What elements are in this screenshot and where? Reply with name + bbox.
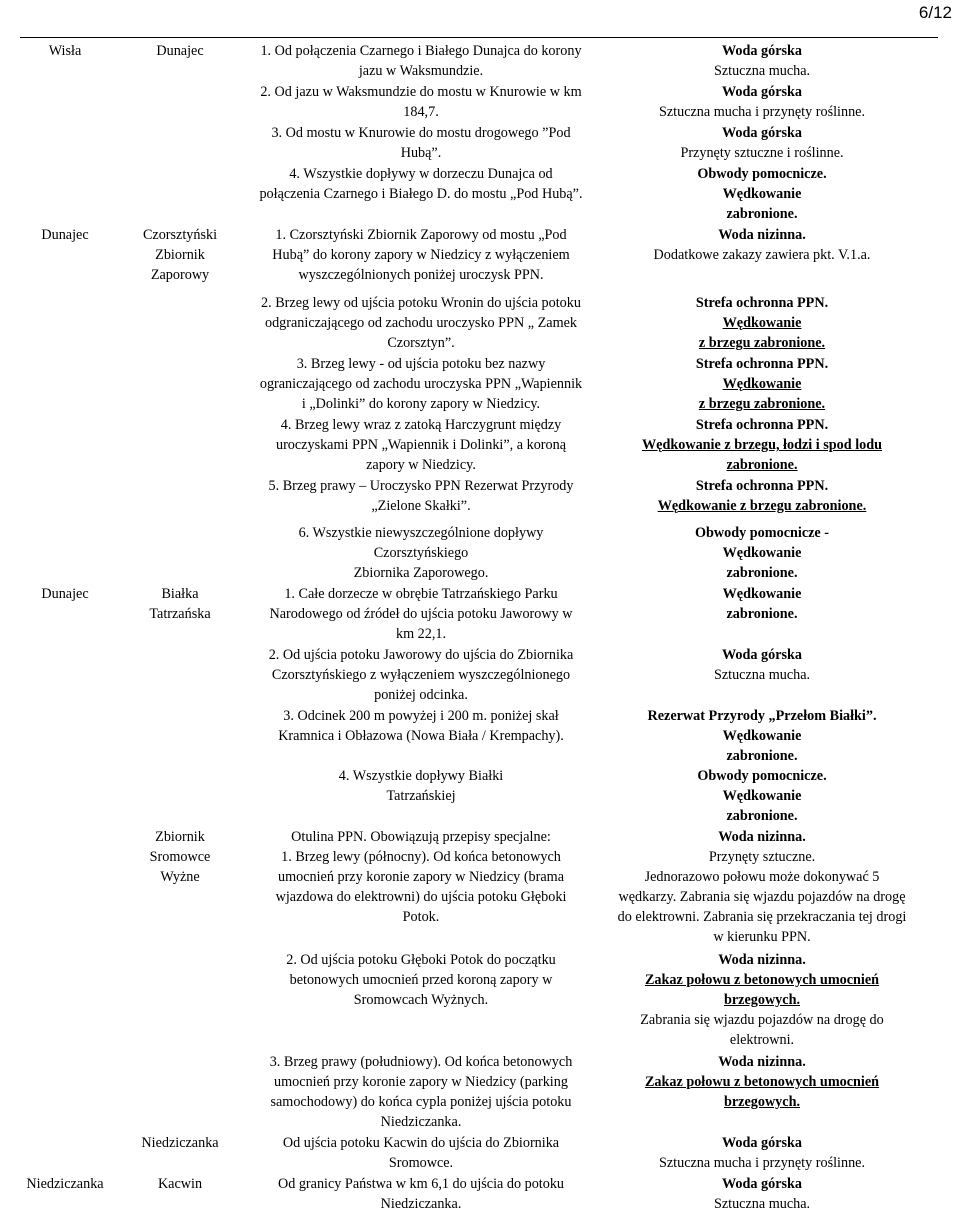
section-line: Zbiornik: [155, 829, 205, 845]
description-line: 3. Od mostu w Knurowie do mostu drogowego ”Pod: [271, 125, 571, 141]
rule-line: Wędkowanie: [722, 728, 802, 744]
rule-line: zabronione.: [726, 457, 798, 473]
description-line: 1. Całe dorzecze w obrębie Tatrzańskiego Parku: [284, 586, 558, 602]
rule-line: Wędkowanie: [722, 376, 802, 392]
rule-line: Woda nizinna.: [718, 829, 806, 845]
description-line: ograniczającego od zachodu uroczyska PPN „Wapiennik: [259, 376, 583, 392]
description-line: betonowych umocnień przed koroną zapory w: [289, 972, 553, 988]
rules-cell: [602, 950, 922, 1050]
description-line: 5. Brzeg prawy – Uroczysko PPN Rezerwat Przyrody: [268, 478, 574, 494]
description-line: i „Dolinki” do korony zapory w Niedzicy.: [301, 396, 541, 412]
description-line: Niedziczanka.: [380, 1114, 462, 1130]
description-line: samochodowy) do końca cypla poniżej ujścia potoku: [270, 1094, 572, 1110]
section-cell: Dunajec: [156, 43, 204, 59]
rule-line: zabronione.: [726, 606, 798, 622]
section-line: Czorsztyński: [142, 227, 218, 243]
description-line: „Zielone Skałki”.: [371, 498, 471, 514]
description-line: km 22,1.: [395, 626, 447, 642]
description-line: 184,7.: [403, 104, 439, 120]
rules-cell: [602, 827, 922, 947]
river-cell: Dunajec: [41, 227, 89, 243]
rules-cell: [602, 293, 922, 353]
section-cell: [120, 827, 240, 887]
description-line: wyszczególnionych poniżej uroczysk PPN.: [298, 267, 544, 283]
rule-line: Woda górska: [721, 647, 803, 663]
description-cell: [240, 706, 602, 746]
description-line: poniżej odcinka.: [374, 687, 468, 703]
description-cell: [240, 827, 602, 927]
description-line: umocnień przy koronie zapory w Niedzicy (parking: [274, 1074, 568, 1090]
description-line: Sromowce.: [388, 1155, 454, 1171]
description-line: 3. Brzeg prawy (południowy). Od końca betonowych: [269, 1054, 573, 1070]
rules-cell: [602, 123, 922, 163]
rule-line: wędkarzy. Zabrania się wjazdu pojazdów na drogę: [618, 889, 906, 905]
river-cell: Niedziczanka: [26, 1176, 104, 1192]
rule-line: Rezerwat Przyrody „Przełom Białki”.: [647, 708, 877, 724]
rule-line: elektrowni.: [729, 1032, 795, 1048]
rule-line: Zakaz połowu z betonowych umocnień: [644, 1074, 880, 1090]
description-cell: [240, 354, 602, 414]
rule-line: Woda górska: [721, 43, 803, 59]
rule-line: Wędkowanie z brzegu zabronione.: [657, 498, 867, 514]
rule-line: w kierunku PPN.: [713, 929, 811, 945]
rule-line: zabronione.: [726, 748, 798, 764]
section-line: Białka: [161, 586, 199, 602]
rule-line: Strefa ochronna PPN.: [695, 295, 829, 311]
rules-cell: [602, 164, 922, 224]
description-line: Niedziczanka.: [380, 1196, 462, 1212]
description-cell: [240, 293, 602, 353]
rules-cell: [602, 82, 922, 122]
rule-line: Obwody pomocnicze.: [697, 768, 827, 784]
description-line: 3. Brzeg lewy - od ujścia potoku bez nazwy: [296, 356, 546, 372]
rule-line: zabronione.: [726, 565, 798, 581]
description-cell: [240, 950, 602, 1010]
description-cell: [240, 82, 602, 122]
description-line: Otulina PPN. Obowiązują przepisy specjalne:: [291, 829, 551, 845]
description-line: Tatrzańskiej: [386, 788, 456, 804]
rule-line: z brzegu zabronione.: [698, 396, 826, 412]
page-number: 6/12: [918, 3, 952, 22]
description-line: 2. Brzeg lewy od ujścia potoku Wronin do ujścia potoku: [261, 295, 581, 311]
section-line: Tatrzańska: [149, 606, 211, 622]
rule-line: Obwody pomocnicze -: [695, 525, 829, 541]
section-line: Sromowce: [149, 849, 211, 865]
description-line: 1. Czorsztyński Zbiornik Zaporowy od mostu „Pod: [275, 227, 567, 243]
description-line: Kramnica i Obłazowa (Nowa Biała / Krempachy).: [278, 728, 564, 744]
description-cell: [240, 41, 602, 81]
description-line: Czorsztyn”.: [387, 335, 455, 351]
description-line: 6. Wszystkie niewyszczególnione dopływy: [298, 525, 544, 541]
rule-line: zabronione.: [726, 206, 798, 222]
description-line: umocnień przy koronie zapory w Niedzicy (brama: [277, 869, 564, 885]
description-cell: [240, 766, 602, 806]
rules-cell: [602, 706, 922, 766]
rules-cell: [602, 476, 922, 516]
rule-line: Wędkowanie: [722, 186, 802, 202]
description-cell: [240, 584, 602, 644]
description-line: 2. Od ujścia potoku Głęboki Potok do początku: [286, 952, 556, 968]
description-cell: [240, 164, 602, 204]
description-line: odgraniczającego od zachodu uroczysko PPN „ Zamek: [264, 315, 577, 331]
section-cell: [120, 584, 240, 624]
rule-line: Sztuczna mucha.: [713, 667, 811, 683]
rules-cell: [602, 645, 922, 685]
rules-cell: [602, 1133, 922, 1173]
description-line: Od ujścia potoku Kacwin do ujścia do Zbiornika: [282, 1135, 560, 1151]
description-cell: [240, 523, 602, 583]
description-line: 4. Brzeg lewy wraz z zatoką Harczygrunt między: [280, 417, 562, 433]
description-line: 4. Wszystkie dopływy w dorzeczu Dunajca od: [289, 166, 553, 182]
rule-line: Wędkowanie: [722, 788, 802, 804]
rule-line: Wędkowanie: [722, 315, 802, 331]
description-cell: [240, 1133, 602, 1173]
description-line: uroczyskami PPN „Wapiennik i Dolinki”, a koroną: [275, 437, 567, 453]
rule-line: z brzegu zabronione.: [698, 335, 826, 351]
description-line: Od granicy Państwa w km 6,1 do ujścia do potoku: [277, 1176, 565, 1192]
description-line: zapory w Niedzicy.: [366, 457, 476, 473]
rule-line: Sztuczna mucha.: [713, 63, 811, 79]
section-cell: Niedziczanka: [141, 1135, 219, 1151]
description-line: 2. Od jazu w Waksmundzie do mostu w Knurowie w km: [260, 84, 582, 100]
rules-cell: [602, 1052, 922, 1112]
section-cell: Kacwin: [157, 1176, 203, 1192]
rule-line: brzegowych.: [723, 992, 801, 1008]
rules-cell: [602, 354, 922, 414]
description-line: 4. Wszystkie dopływy Białki: [338, 768, 504, 784]
description-cell: [240, 645, 602, 705]
rule-line: Woda nizinna.: [718, 227, 806, 243]
description-line: Potok.: [402, 909, 440, 925]
rule-line: Woda górska: [721, 84, 803, 100]
rules-cell: [602, 766, 922, 826]
description-line: 1. Brzeg lewy (północny). Od końca betonowych: [281, 849, 561, 865]
description-line: Zbiornika Zaporowego.: [353, 565, 489, 581]
rule-line: zabronione.: [726, 808, 798, 824]
description-cell: [240, 123, 602, 163]
section-line: Zaporowy: [150, 267, 210, 283]
description-line: Narodowego od źródeł do ujścia potoku Jaworowy w: [269, 606, 573, 622]
rule-line: Wędkowanie: [722, 545, 802, 561]
rule-line: Dodatkowe zakazy zawiera pkt. V.1.a.: [653, 247, 871, 263]
rules-cell: [602, 225, 922, 265]
top-rule: [20, 37, 938, 38]
rule-line: Jednorazowo połowu może dokonywać 5: [644, 869, 880, 885]
description-cell: [240, 1174, 602, 1214]
rules-cell: [602, 415, 922, 475]
description-cell: [240, 415, 602, 475]
description-line: 3. Odcinek 200 m powyżej i 200 m. poniżej skał: [283, 708, 559, 724]
rule-line: Przynęty sztuczne i roślinne.: [680, 145, 844, 161]
description-line: jazu w Waksmundzie.: [358, 63, 484, 79]
rules-cell: [602, 41, 922, 81]
rule-line: Zakaz połowu z betonowych umocnień: [644, 972, 880, 988]
description-cell: [240, 225, 602, 285]
description-line: Czorsztyńskiego: [373, 545, 469, 561]
section-line: Zbiornik: [155, 247, 205, 263]
rules-cell: [602, 584, 922, 624]
description-cell: [240, 476, 602, 516]
rules-cell: [602, 1174, 922, 1214]
rule-line: do elektrowni. Zabrania się przekraczania tej drogi: [617, 909, 907, 925]
rule-line: Woda górska: [721, 1135, 803, 1151]
rule-line: Przynęty sztuczne.: [708, 849, 816, 865]
rules-cell: [602, 523, 922, 583]
rule-line: brzegowych.: [723, 1094, 801, 1110]
river-cell: Wisła: [48, 43, 82, 59]
description-line: połączenia Czarnego i Białego D. do mostu „Pod Hubą”.: [259, 186, 583, 202]
rule-line: Wędkowanie z brzegu, łodzi i spod lodu: [641, 437, 883, 453]
description-line: Hubą” do korony zapory w Niedzicy z wyłączeniem: [272, 247, 570, 263]
description-line: 1. Od połączenia Czarnego i Białego Dunajca do korony: [260, 43, 582, 59]
rule-line: Sztuczna mucha.: [713, 1196, 811, 1212]
rule-line: Woda nizinna.: [718, 1054, 806, 1070]
section-cell: [120, 225, 240, 285]
description-line: Sromowcach Wyżnych.: [353, 992, 489, 1008]
rule-line: Sztuczna mucha i przynęty roślinne.: [658, 1155, 866, 1171]
rule-line: Strefa ochronna PPN.: [695, 478, 829, 494]
rule-line: Woda górska: [721, 1176, 803, 1192]
section-line: Wyżne: [160, 869, 200, 885]
rule-line: Strefa ochronna PPN.: [695, 417, 829, 433]
description-line: wjazdowa do elektrowni) do ujścia potoku Głęboki: [275, 889, 567, 905]
rule-line: Sztuczna mucha i przynęty roślinne.: [658, 104, 866, 120]
rule-line: Woda nizinna.: [718, 952, 806, 968]
rule-line: Strefa ochronna PPN.: [695, 356, 829, 372]
description-cell: [240, 1052, 602, 1132]
description-line: Czorsztyńskiego z wyłączeniem wyszczególnionego: [271, 667, 571, 683]
rule-line: Wędkowanie: [722, 586, 802, 602]
rule-line: Woda górska: [721, 125, 803, 141]
description-line: 2. Od ujścia potoku Jaworowy do ujścia do Zbiornika: [268, 647, 574, 663]
rule-line: Zabrania się wjazdu pojazdów na drogę do: [640, 1012, 884, 1028]
rule-line: Obwody pomocnicze.: [697, 166, 827, 182]
river-cell: Dunajec: [41, 586, 89, 602]
description-line: Hubą”.: [400, 145, 442, 161]
